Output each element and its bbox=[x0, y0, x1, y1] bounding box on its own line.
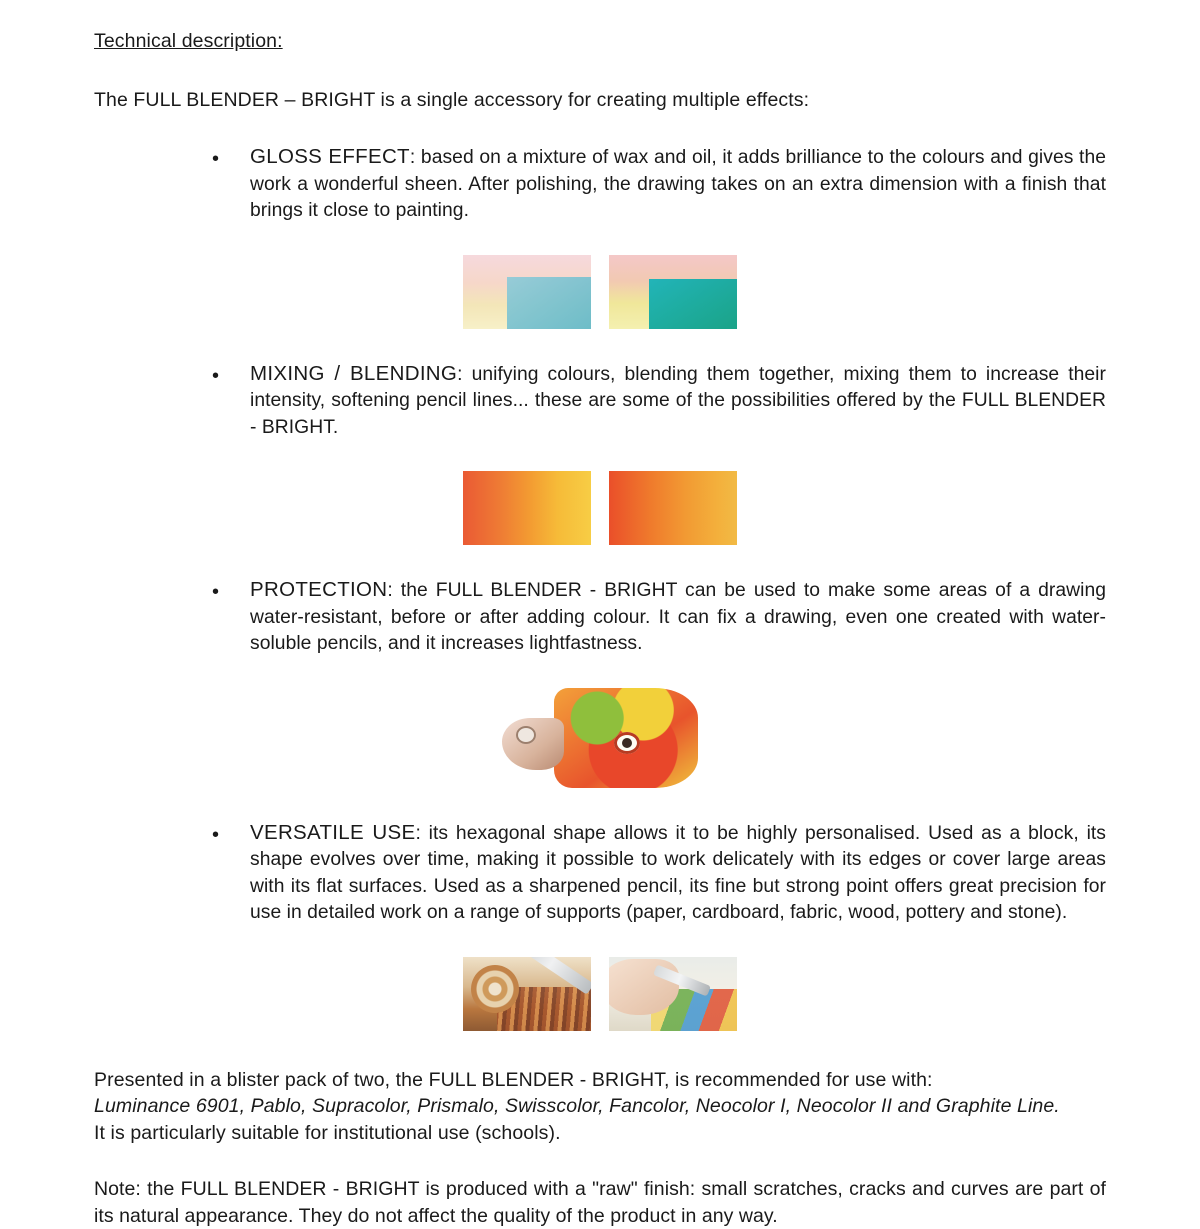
bullet-icon: • bbox=[212, 148, 220, 170]
gloss-swatch-pastel-image bbox=[463, 255, 591, 329]
bullet-text-versatile bbox=[250, 820, 1106, 927]
parrot-eye-shape bbox=[614, 732, 640, 754]
figure-row-versatile bbox=[94, 957, 1106, 1031]
closing-line-1: Presented in a blister pack of two, the FULL BLENDER - BRIGHT, is recommended for use with: bbox=[94, 1068, 933, 1091]
bullet-lead-versatile: VERSATILE USE bbox=[250, 820, 416, 844]
intro-paragraph: The FULL BLENDER – BRIGHT is a single accessory for creating multiple effects: bbox=[94, 89, 810, 111]
bullet-detail-versatile: : its hexagonal shape allows it to be highly personalised. Used as a block, its shape evolves over time, making it possible to work delicately with its edges or cover large areas with its flat surfaces. Used as a sharpened pencil, its fine but strong point offers great precision for use in detailed work on a range of supports (paper, cardboard, fabric, wood, pottery and stone). bbox=[250, 822, 1106, 923]
closing-line-3: It is particularly suitable for institutional use (schools). bbox=[94, 1121, 561, 1144]
gloss-swatch-saturated-image bbox=[609, 255, 737, 329]
shell-spiral-shape bbox=[471, 965, 519, 1013]
bullet-text-mixing bbox=[250, 361, 1106, 442]
bullet-lead-mixing: MIXING / BLENDING bbox=[250, 361, 458, 385]
mixing-swatch-left-image bbox=[463, 471, 591, 545]
bullet-detail-gloss: : based on a mixture of wax and oil, it adds brilliance to the colours and gives the work a wonderful sheen. After polishing, the drawing takes on an extra dimension with a finish that brings it close to painting. bbox=[250, 147, 1107, 221]
bullet-lead-protection: PROTECTION bbox=[250, 578, 388, 601]
blending-on-shell-photo-image bbox=[463, 957, 591, 1031]
figure-row-gloss bbox=[94, 255, 1106, 329]
bullet-mixing-blending bbox=[94, 361, 1106, 442]
bullet-icon: • bbox=[212, 581, 220, 603]
bullet-lead-gloss: GLOSS EFFECT bbox=[250, 145, 410, 168]
bullet-protection bbox=[94, 577, 1106, 658]
bullet-icon: • bbox=[212, 364, 220, 387]
document-content bbox=[94, 30, 1106, 1229]
parrot-illustration-image bbox=[502, 688, 698, 788]
bullet-detail-protection: : the FULL BLENDER - BRIGHT can be used to make some areas of a drawing water-resistant, before or after adding colour. It can fix a drawing, even one created with water-soluble pencils, and it increases lightfastness. bbox=[250, 580, 1106, 654]
closing-product-list: Luminance 6901, Pablo, Supracolor, Prismalo, Swisscolor, Fancolor, Neocolor I, Neocolor II and Graphite Line. bbox=[94, 1095, 1060, 1117]
note-paragraph: Note: the FULL BLENDER - BRIGHT is produced with a "raw" finish: small scratches, cracks and curves are part of its natural appearance. They do not affect the quality of the product in any way. bbox=[94, 1178, 1106, 1227]
bullet-gloss-effect bbox=[94, 144, 1106, 225]
figure-row-protection bbox=[94, 688, 1106, 788]
blending-on-pottery-photo-image bbox=[609, 957, 737, 1031]
bullet-detail-mixing: : unifying colours, blending them together, mixing them to increase their intensity, softening pencil lines... these are some of the possibilities offered by the FULL BLENDER - BRIGHT. bbox=[250, 363, 1106, 438]
hand-shape bbox=[609, 959, 679, 1015]
mixing-swatch-right-image bbox=[609, 471, 737, 545]
page-title: Technical description: bbox=[94, 30, 283, 52]
bullet-text-protection bbox=[250, 577, 1106, 658]
bullet-text-gloss bbox=[250, 144, 1106, 225]
parrot-beak-shape bbox=[502, 718, 564, 770]
figure-row-mixing bbox=[94, 471, 1106, 545]
bullet-icon: • bbox=[212, 823, 220, 846]
closing-paragraph bbox=[94, 1067, 1106, 1147]
bullet-versatile-use bbox=[94, 820, 1106, 927]
